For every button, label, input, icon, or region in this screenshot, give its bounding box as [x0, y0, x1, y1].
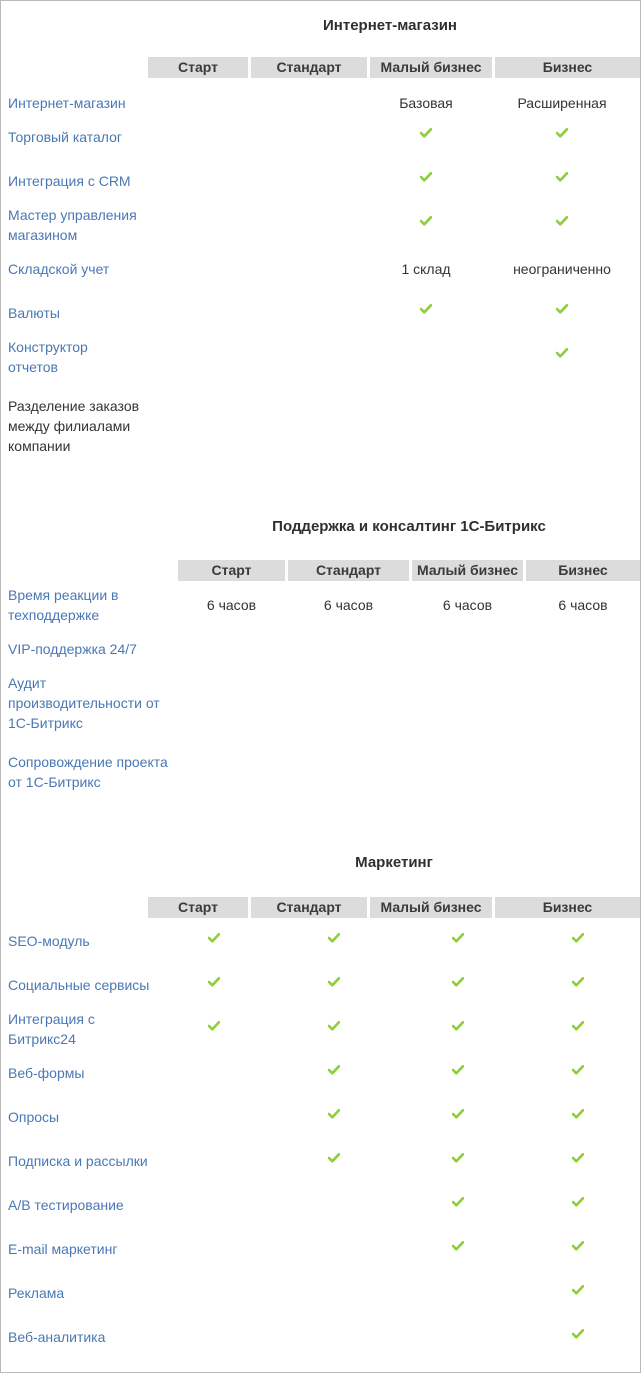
check-icon — [452, 1109, 464, 1119]
check-icon — [420, 172, 432, 182]
check-icon — [452, 933, 464, 943]
column-header-business: Бизнес — [495, 897, 640, 918]
check-icon — [420, 216, 432, 226]
column-header-standard: Стандарт — [251, 897, 367, 918]
cell-response-small-business: 6 часов — [442, 597, 493, 613]
row-label-subscriptions[interactable]: Подписка и рассылки — [8, 1153, 148, 1169]
check-icon — [572, 1329, 584, 1339]
cell-response-standard: 6 часов — [323, 597, 374, 613]
row-label-polls[interactable]: Опросы — [8, 1109, 60, 1125]
row-label-report-builder[interactable]: Конструктор отчетов — [8, 339, 88, 375]
row-label-order-split: Разделение заказов между филиалами компании — [8, 398, 140, 454]
cell-response-start: 6 часов — [206, 597, 257, 613]
check-icon — [328, 933, 340, 943]
column-header-small-business: Малый бизнес — [370, 57, 492, 78]
row-label-web-forms[interactable]: Веб-формы — [8, 1065, 85, 1081]
check-icon — [572, 977, 584, 987]
check-icon — [420, 304, 432, 314]
row-label-store-wizard[interactable]: Мастер управления магазином — [8, 207, 137, 243]
row-label-email-marketing[interactable]: E-mail маркетинг — [8, 1241, 118, 1257]
row-label-vip-support[interactable]: VIP-поддержка 24/7 — [8, 641, 137, 657]
check-icon — [328, 1109, 340, 1119]
check-icon — [452, 1021, 464, 1031]
section-title-support: Поддержка и консалтинг 1С-Битрикс — [272, 518, 546, 535]
row-label-crm[interactable]: Интеграция с CRM — [8, 173, 131, 189]
row-label-performance-audit[interactable]: Аудит производительности от 1С-Битрикс — [8, 675, 160, 731]
check-icon — [572, 1241, 584, 1251]
check-icon — [572, 1065, 584, 1075]
column-header-business: Бизнес — [495, 57, 640, 78]
check-icon — [452, 1153, 464, 1163]
cell-store-small-business: Базовая — [399, 95, 453, 111]
row-label-seo[interactable]: SEO-модуль — [8, 933, 90, 949]
row-label-social[interactable]: Социальные сервисы — [8, 977, 150, 993]
check-icon — [572, 1197, 584, 1207]
check-icon — [208, 1021, 220, 1031]
column-header-start: Старт — [148, 57, 248, 78]
row-label-response-time[interactable]: Время реакции в техподдержке — [8, 587, 119, 623]
row-label-catalog[interactable]: Торговый каталог — [8, 129, 122, 145]
column-header-small-business: Малый бизнес — [412, 560, 523, 581]
check-icon — [328, 1153, 340, 1163]
check-icon — [556, 304, 568, 314]
check-icon — [328, 1065, 340, 1075]
row-label-advertising[interactable]: Реклама — [8, 1285, 65, 1301]
check-icon — [572, 1285, 584, 1295]
cell-warehouse-business: неограниченно — [513, 261, 611, 277]
row-label-warehouse[interactable]: Складской учет — [8, 261, 110, 277]
column-header-small-business: Малый бизнес — [370, 897, 492, 918]
check-icon — [572, 1021, 584, 1031]
column-header-start: Старт — [148, 897, 248, 918]
check-icon — [452, 977, 464, 987]
check-icon — [328, 977, 340, 987]
cell-warehouse-small-business: 1 склад — [401, 261, 451, 277]
row-label-currencies[interactable]: Валюты — [8, 305, 60, 321]
cell-response-business: 6 часов — [558, 597, 608, 613]
check-icon — [556, 348, 568, 358]
check-icon — [556, 216, 568, 226]
row-label-store[interactable]: Интернет-магазин — [8, 95, 126, 111]
row-label-web-analytics[interactable]: Веб-аналитика — [8, 1329, 106, 1345]
check-icon — [208, 933, 220, 943]
column-header-start: Старт — [178, 560, 285, 581]
check-icon — [572, 933, 584, 943]
check-icon — [208, 977, 220, 987]
check-icon — [452, 1241, 464, 1251]
row-label-project-support[interactable]: Сопровождение проекта от 1С-Битрикс — [8, 754, 168, 790]
check-icon — [572, 1109, 584, 1119]
column-header-standard: Стандарт — [288, 560, 409, 581]
check-icon — [452, 1197, 464, 1207]
row-label-ab-testing[interactable]: A/B тестирование — [8, 1197, 124, 1213]
column-header-business: Бизнес — [526, 560, 640, 581]
cell-store-business: Расширенная — [517, 95, 607, 111]
check-icon — [328, 1021, 340, 1031]
section-title-store: Интернет-магазин — [323, 17, 457, 34]
check-icon — [556, 172, 568, 182]
check-icon — [556, 128, 568, 138]
check-icon — [452, 1065, 464, 1075]
check-icon — [572, 1153, 584, 1163]
section-title-marketing: Маркетинг — [355, 854, 433, 871]
row-label-bitrix24[interactable]: Интеграция с Битрикс24 — [8, 1011, 95, 1047]
check-icon — [420, 128, 432, 138]
column-header-standard: Стандарт — [251, 57, 367, 78]
